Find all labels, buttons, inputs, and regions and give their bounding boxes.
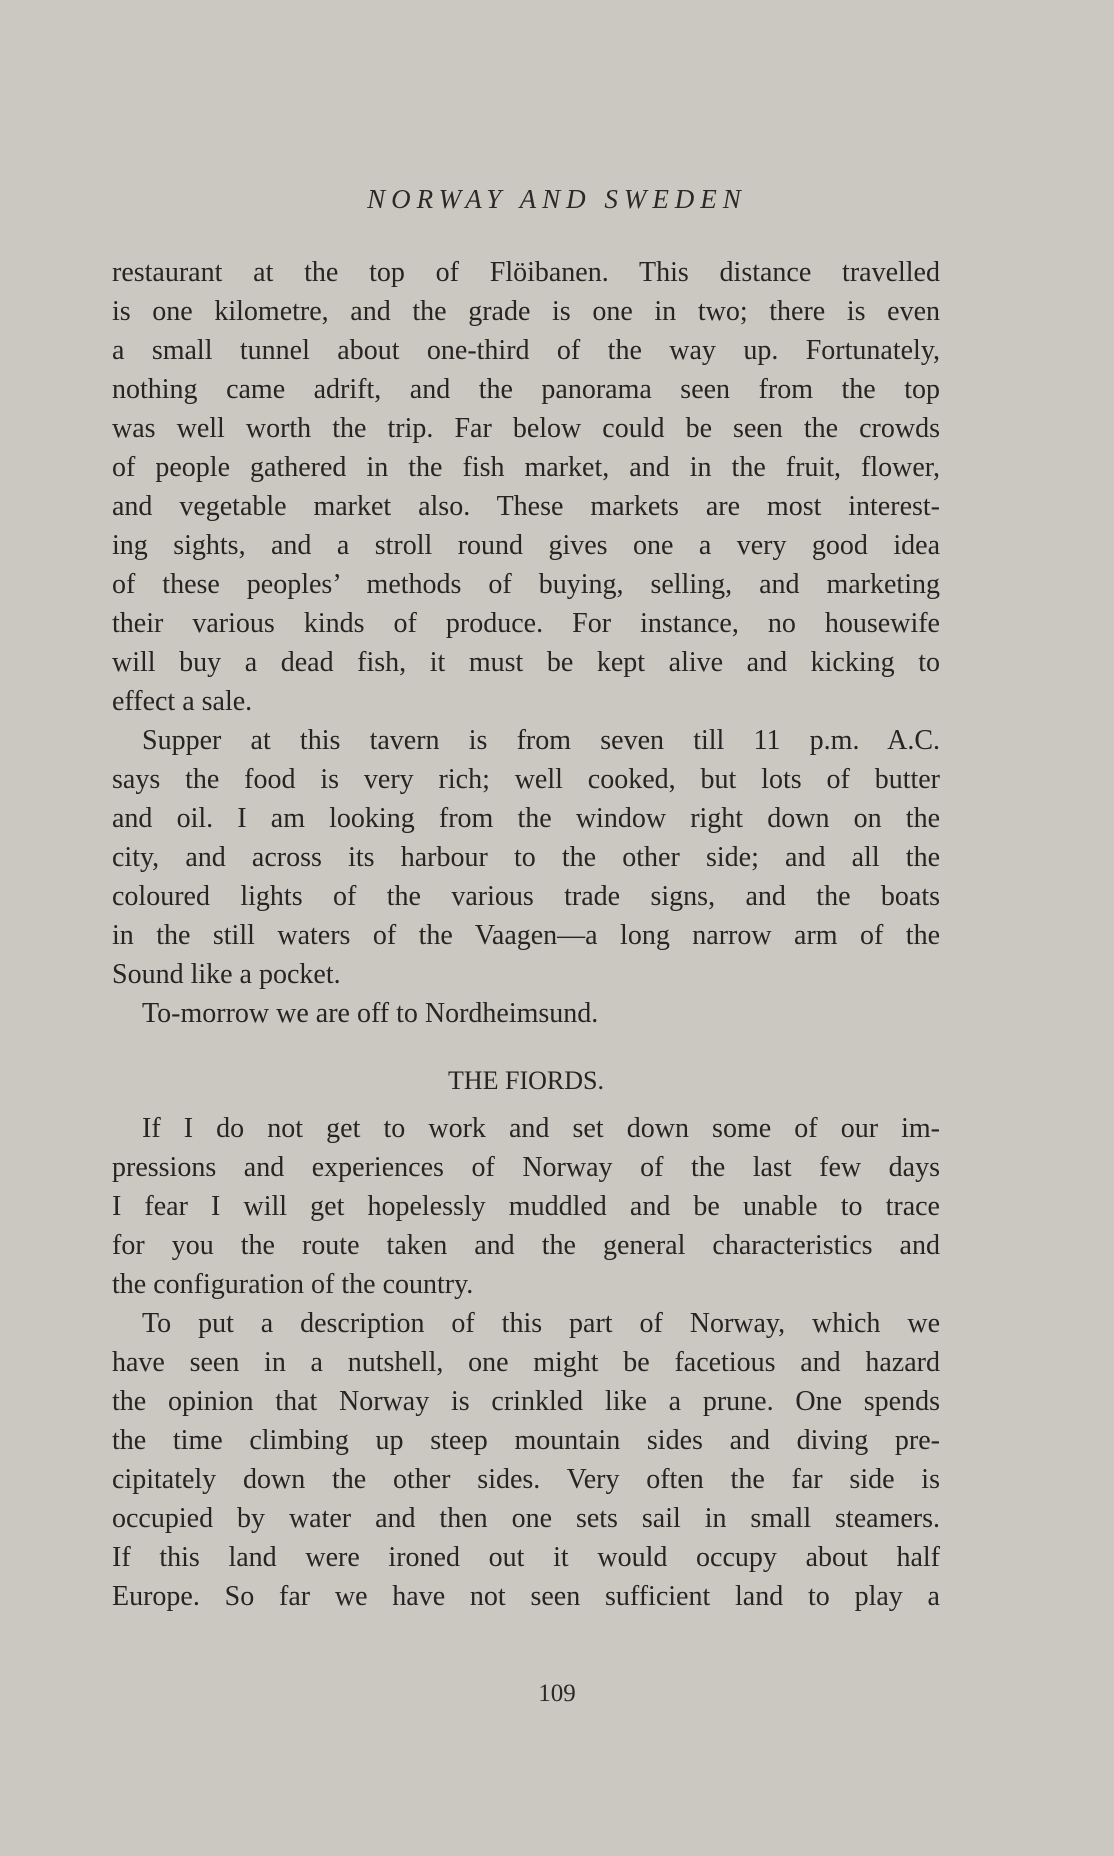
text-line: and oil. I am looking from the window right down on the — [112, 803, 940, 834]
text-line: of these peoples’ methods of buying, selling, and marketing — [112, 569, 940, 600]
running-head: NORWAY AND SWEDEN — [367, 184, 747, 214]
text-line: says the food is very rich; well cooked, but lots of butter — [112, 764, 940, 795]
text-line: their various kinds of produce. For instance, no housewife — [112, 608, 940, 639]
text-line: the time climbing up steep mountain sides and diving pre- — [112, 1425, 940, 1456]
text-line: occupied by water and then one sets sail in small steamers. — [112, 1503, 940, 1534]
text-line: If this land were ironed out it would occupy about half — [112, 1542, 940, 1573]
text-line: Sound like a pocket. — [112, 959, 341, 990]
text-line: a small tunnel about one-third of the way up. Fortunately, — [112, 335, 940, 366]
text-line: coloured lights of the various trade signs, and the boats — [112, 881, 940, 912]
text-line: will buy a dead fish, it must be kept alive and kicking to — [112, 647, 940, 678]
text-line: have seen in a nutshell, one might be facetious and hazard — [112, 1347, 940, 1378]
text-line: nothing came adrift, and the panorama seen from the top — [112, 374, 940, 405]
text-line: the opinion that Norway is crinkled like a prune. One spends — [112, 1386, 940, 1417]
text-line: I fear I will get hopelessly muddled and be unable to trace — [112, 1191, 940, 1222]
text-line: was well worth the trip. Far below could be seen the crowds — [112, 413, 940, 444]
body-text — [112, 253, 940, 1616]
text-line: pressions and experiences of Norway of the last few days — [112, 1152, 940, 1183]
text-line: Europe. So far we have not seen sufficient land to play a — [112, 1581, 940, 1612]
text-line: effect a sale. — [112, 686, 253, 717]
text-line: cipitately down the other sides. Very often the far side is — [112, 1464, 940, 1495]
text-line: To put a description of this part of Norway, which we — [142, 1308, 940, 1339]
text-line: restaurant at the top of Flöibanen. This distance travelled — [112, 257, 940, 288]
text-line: is one kilometre, and the grade is one in two; there is even — [112, 296, 940, 327]
text-line: of people gathered in the fish market, and in the fruit, flower, — [112, 452, 940, 483]
text-line: in the still waters of the Vaagen—a long narrow arm of the — [112, 920, 940, 951]
text-line: Supper at this tavern is from seven till 11 p.m. A.C. — [142, 725, 940, 756]
section-heading: THE FIORDS. — [447, 1066, 604, 1095]
text-line: To-morrow we are off to Nordheimsund. — [142, 998, 599, 1029]
text-line: and vegetable market also. These markets are most interest- — [112, 491, 940, 522]
text-line: If I do not get to work and set down some of our im- — [142, 1113, 940, 1144]
text-line: ing sights, and a stroll round gives one a very good idea — [112, 530, 940, 561]
text-line: the configuration of the country. — [112, 1269, 474, 1300]
text-line: city, and across its harbour to the other side; and all the — [112, 842, 940, 873]
page-number: 109 — [538, 1680, 576, 1707]
text-line: for you the route taken and the general characteristics and — [112, 1230, 940, 1261]
